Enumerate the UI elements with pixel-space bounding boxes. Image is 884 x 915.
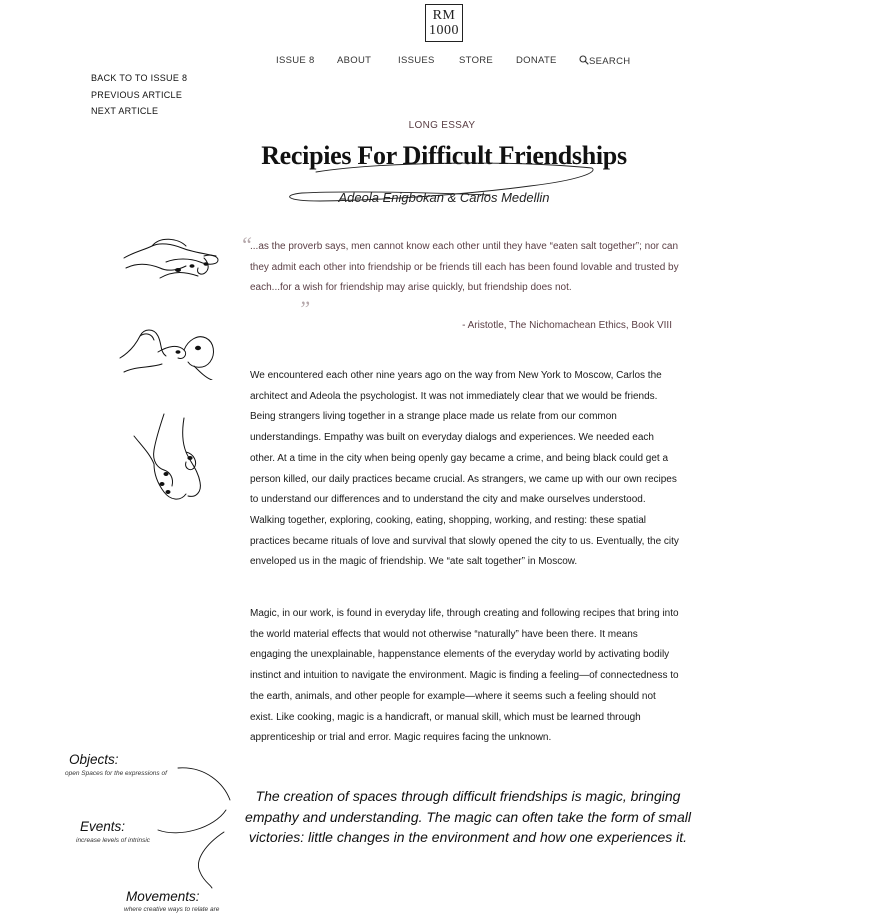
- back-to-issue-link[interactable]: BACK TO TO ISSUE 8: [91, 73, 188, 83]
- logo-line-1: RM: [432, 8, 456, 23]
- previous-article-link[interactable]: PREVIOUS ARTICLE: [91, 89, 183, 100]
- article-title: Recipies For Difficult Friendships: [261, 141, 627, 170]
- open-quote-mark: “: [240, 232, 253, 257]
- logo-line-2: 1000: [429, 23, 459, 38]
- search-label: SEARCH: [589, 56, 631, 67]
- article-authors: Adeola Enigbokan & Carlos Medellin: [338, 190, 550, 205]
- diagram-connector-curves: [150, 760, 250, 895]
- nav-about[interactable]: ABOUT: [337, 55, 372, 66]
- nav-search[interactable]: [579, 55, 630, 67]
- hands-holding-illustration: [120, 232, 225, 284]
- top-nav: [0, 55, 884, 69]
- epigraph-attribution: - Aristotle, The Nichomachean Ethics, Book VIII: [462, 320, 672, 331]
- diagram-events-title: Events:: [80, 819, 126, 834]
- nav-store[interactable]: STORE: [459, 55, 494, 66]
- diagram-movements-title: Movements:: [126, 889, 200, 904]
- site-logo[interactable]: [425, 4, 463, 42]
- search-icon: [579, 56, 589, 67]
- nav-issues[interactable]: ISSUES: [398, 55, 435, 66]
- diagram-movements-sub: where creative ways to relate are: [124, 906, 220, 913]
- diagram-events-sub: increase levels of intrinsic: [76, 837, 151, 844]
- pull-quote: The creation of spaces through difficult friendships is magic, bringing empathy and understanding. The magic can often take the form of small victories: little changes in the environment and how one experiences it.: [245, 788, 691, 845]
- article-side-nav: [91, 70, 187, 120]
- epigraph-quote: ...as the proverb says, men cannot know each other until they have “eaten salt together”; nor can they admit each other into friendship or be friends till each has been found lovable and trusted by each...for a wish for friendship may arise quickly, but friendship does not.: [250, 241, 679, 294]
- body-paragraph-1: We encountered each other nine years ago on the way from New York to Moscow, Carlos the architect and Adeola the psychologist. It was not immediately clear that we would be friends. Being strangers living together in a strange place made us relate from our common understandings. Empathy was built on everyday dialogs and experiences. We needed each other. At a time in the city when being openly gay became a crime, and being black could get a person killed, our daily practices became crucial. As strangers, we came up with our own recipes to understand our differences and to understand the city and make ourselves understood. Walking together, exploring, cooking, eating, shopping, working, and resting: these spatial practices became rituals of love and survival that slowly opened the city to us. Eventually, the city enveloped us in the magic of friendship. We “ate salt together” in Moscow.: [250, 370, 679, 568]
- clasped-hands-illustration: [128, 412, 213, 510]
- diagram-objects-title: Objects:: [69, 752, 119, 767]
- article-category: LONG ESSAY: [408, 120, 476, 131]
- diagram-objects-sub: open Spaces for the expressions of: [65, 770, 167, 777]
- nav-donate[interactable]: DONATE: [516, 55, 557, 66]
- body-paragraph-2: Magic, in our work, is found in everyday life, through creating and following recipes that bring into the world material effects that would not otherwise “naturally” have been there. It means engaging the unexplainable, happenstance elements of the everyday world by activating bodily instinct and intuition to navigate the environment. Magic is finding a feeling—of connectedness to the earth, animals, and other people for example—where it seems such a feeling should not exist. Like cooking, magic is a handicraft, or manual skill, which must be learned through apprenticeship or trial and error. Magic requires facing the unknown.: [250, 608, 679, 744]
- next-article-link[interactable]: NEXT ARTICLE: [91, 106, 159, 116]
- nav-issue-8[interactable]: ISSUE 8: [276, 55, 315, 66]
- pinky-promise-illustration: [118, 322, 223, 380]
- close-quote-mark: ”: [298, 296, 311, 321]
